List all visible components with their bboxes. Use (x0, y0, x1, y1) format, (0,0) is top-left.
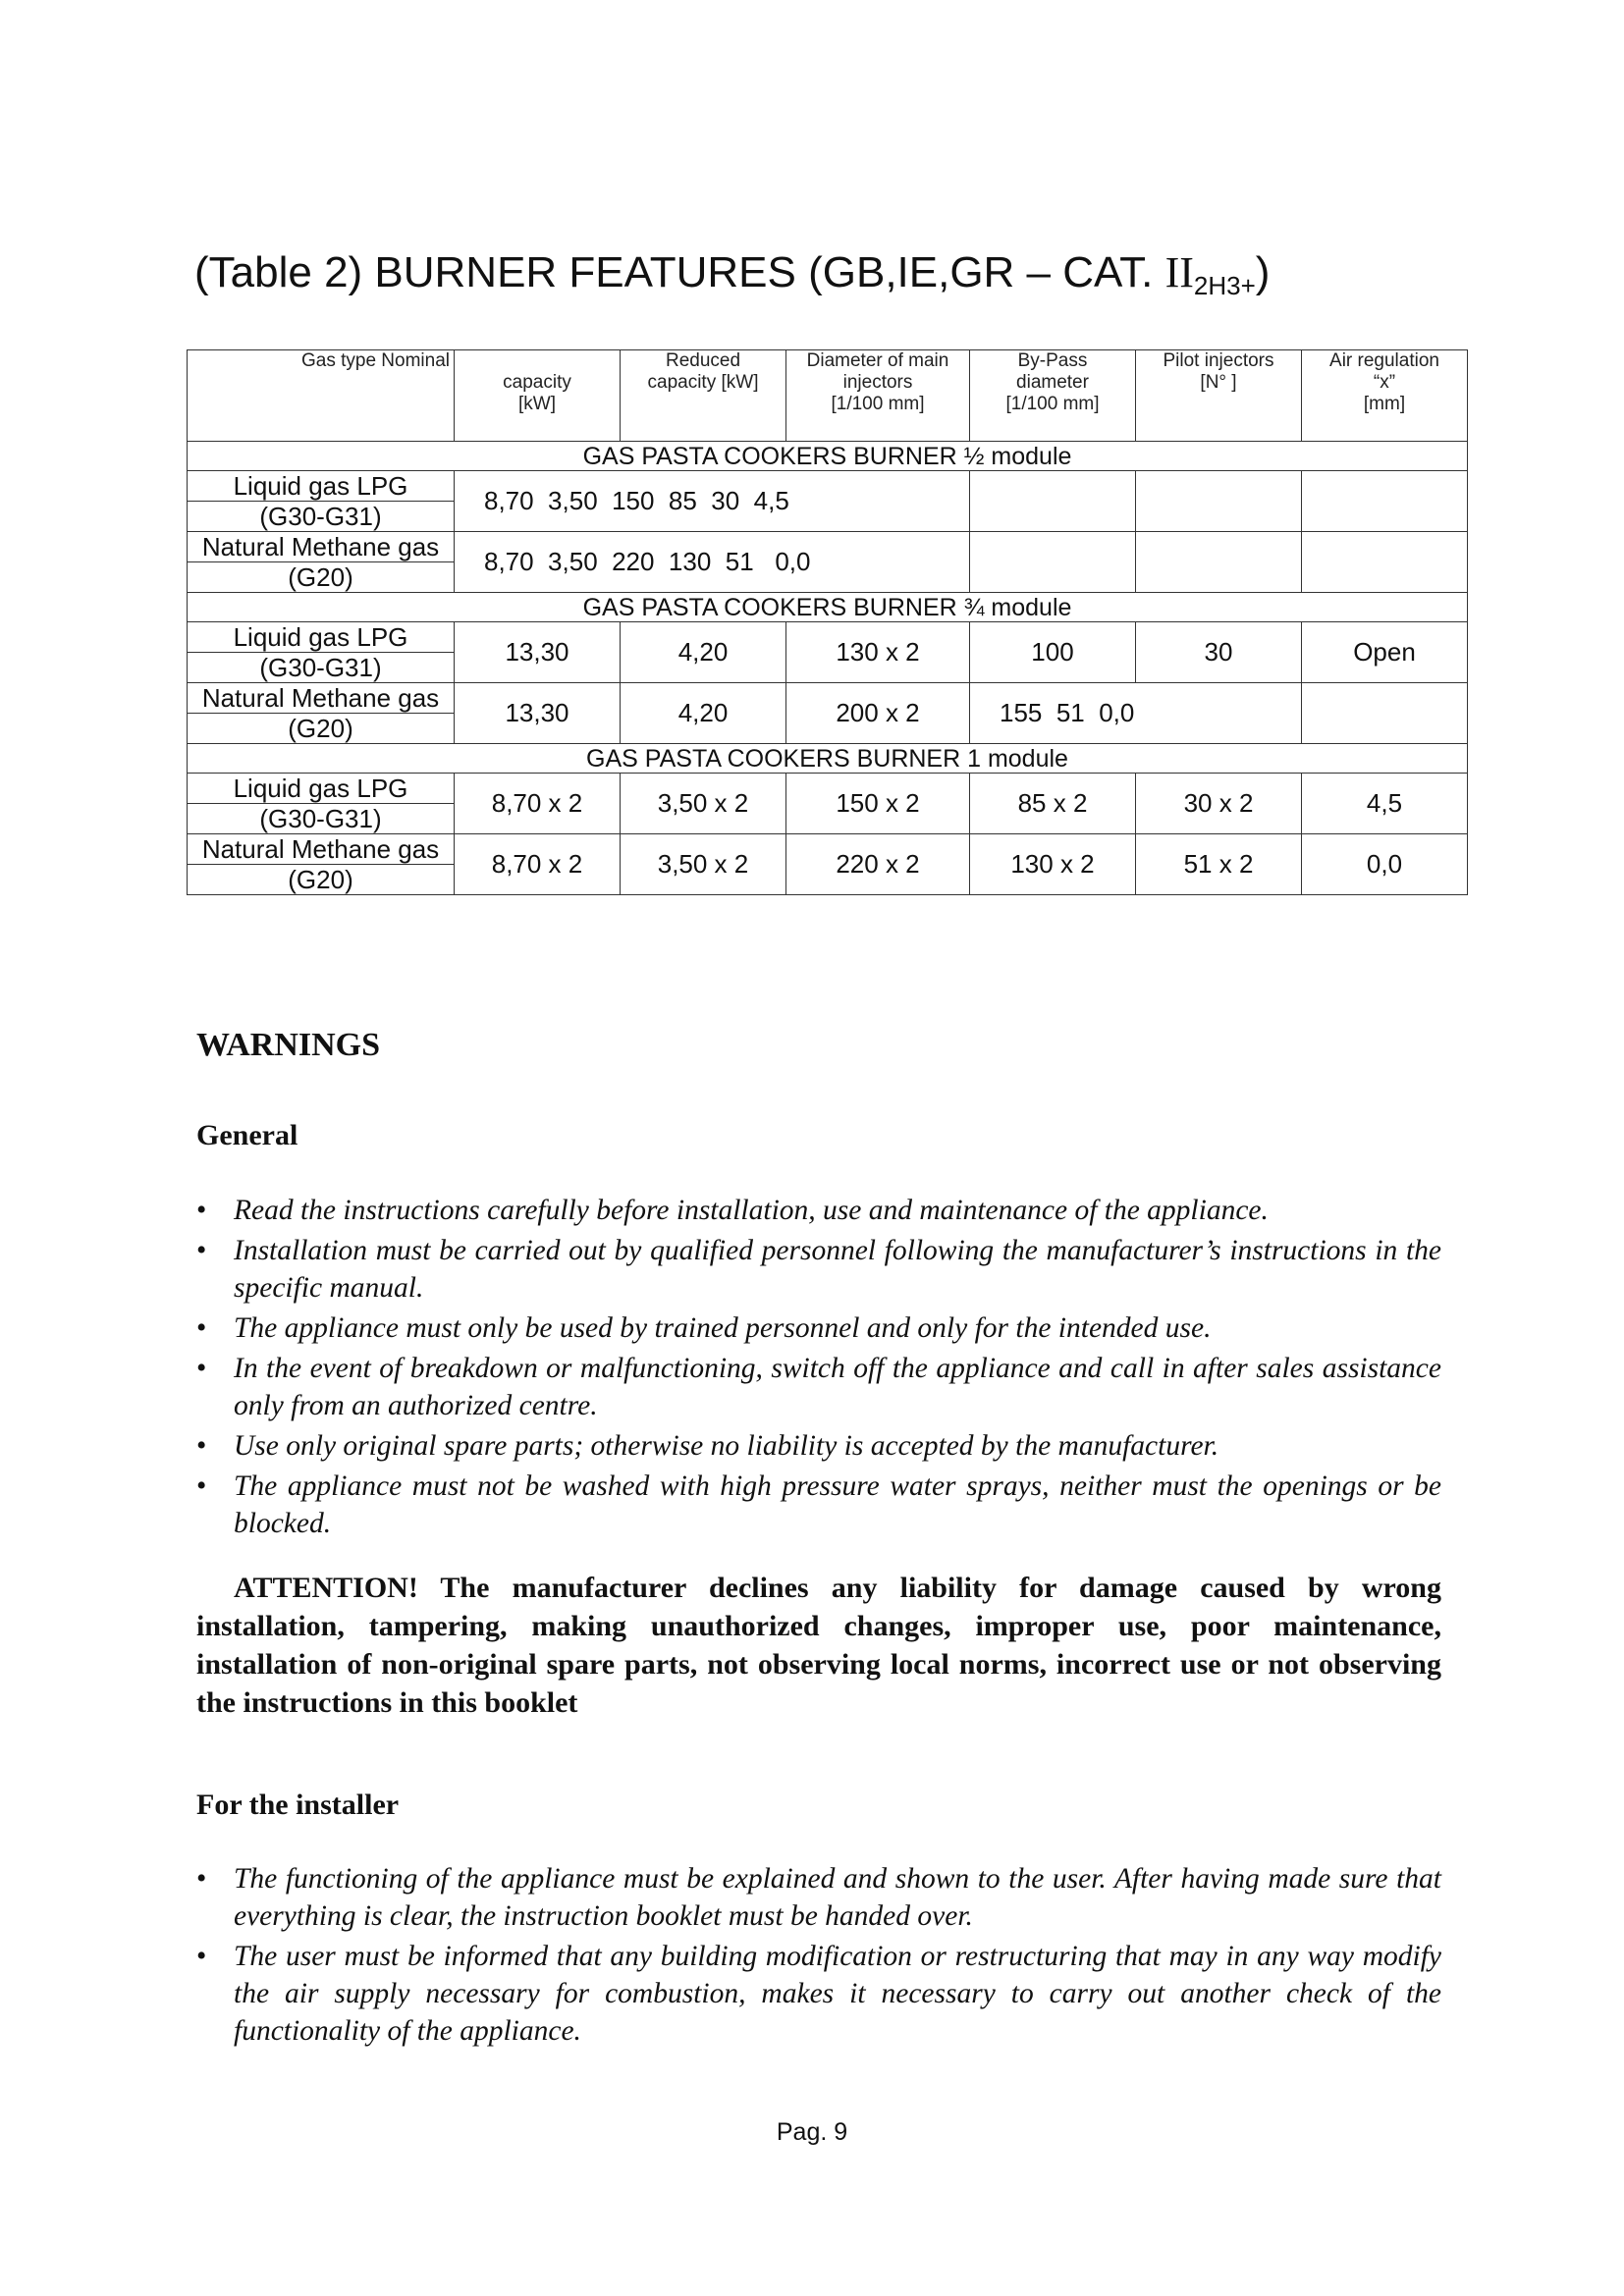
warnings-heading: WARNINGS (196, 1027, 381, 1063)
list-item-text: In the event of breakdown or malfunctioning, switch off the appliance and call in after sales assistance only from an authorized centre. (234, 1353, 1441, 1421)
gas-type-lpg (188, 774, 455, 834)
list-item (196, 1309, 1441, 1347)
page-number: Pag. 9 (776, 2118, 848, 2146)
cell-reduced: 4,20 (621, 683, 786, 744)
gas-type-lpg (188, 622, 455, 683)
cell-main-injectors: 200 x 2 (786, 683, 970, 744)
cell-air: Open (1302, 622, 1468, 683)
title-main: (Table 2) BURNER FEATURES (GB,IE,GR – CAT. (194, 248, 1165, 296)
gas-code: (G30-G31) (259, 501, 382, 531)
cell-air: 4,5 (1302, 774, 1468, 834)
title-close: ) (1255, 248, 1271, 296)
attention-notice: ATTENTION! The manufacturer declines any liability for damage caused by wrong installation, tampering, making unauthorized changes, improper use, poor maintenance, installation of non-original spare parts, not observing local norms, incorrect use or not observing the instructions in this booklet (196, 1572, 1441, 1719)
installer-warnings-list (196, 1860, 1441, 2053)
bullet-icon: • (196, 1430, 207, 1462)
cell-capacity: 13,30 (455, 683, 621, 744)
gas-code: (G20) (288, 561, 353, 592)
bullet-icon: • (196, 1235, 207, 1266)
general-warnings-list (196, 1192, 1441, 1545)
table-row (188, 471, 1468, 532)
list-item (196, 1860, 1441, 1935)
list-item-text: Use only original spare parts; otherwise no liability is accepted by the manufacturer. (234, 1430, 1219, 1462)
section-three-quarter-module: GAS PASTA COOKERS BURNER ¾ module (188, 593, 1468, 622)
page-title (194, 247, 1270, 301)
empty-cell (1136, 471, 1302, 532)
cell-reduced: 3,50 x 2 (621, 774, 786, 834)
list-item-text: The appliance must not be washed with high pressure water sprays, neither must the openings or be blocked. (234, 1470, 1441, 1539)
header-capacity: capacity [kW] (455, 350, 621, 442)
installer-heading: For the installer (196, 1789, 400, 1821)
gas-code: (G30-G31) (259, 652, 382, 682)
gas-name: Liquid gas LPG (188, 472, 454, 502)
empty-cell (1302, 532, 1468, 593)
empty-cell (970, 532, 1136, 593)
list-item (196, 1192, 1441, 1229)
header-main-injectors: Diameter of main injectors [1/100 mm] (786, 350, 970, 442)
cell-reduced: 4,20 (621, 622, 786, 683)
title-roman: II (1164, 248, 1194, 296)
table-row (188, 622, 1468, 683)
table-row (188, 683, 1468, 744)
cell-bypass: 130 x 2 (970, 834, 1136, 895)
cell-pilot: 51 x 2 (1136, 834, 1302, 895)
list-item-text: Installation must be carried out by qualified personnel following the manufacturer’s instructions in the specific manual. (234, 1235, 1441, 1304)
section-row (188, 442, 1468, 471)
gas-name: Liquid gas LPG (188, 774, 454, 804)
list-item (196, 1468, 1441, 1542)
cell-main-injectors: 220 x 2 (786, 834, 970, 895)
section-half-module: GAS PASTA COOKERS BURNER ½ module (188, 442, 1468, 471)
list-item (196, 1232, 1441, 1307)
table-header-row (188, 350, 1468, 442)
bullet-icon: • (196, 1863, 207, 1895)
header-pilot-injectors: Pilot injectors [N° ] (1136, 350, 1302, 442)
list-item-text: The functioning of the appliance must be explained and shown to the user. After having made sure that everything is clear, the instruction booklet must be handed over. (234, 1863, 1441, 1932)
bullet-icon: • (196, 1353, 207, 1384)
empty-cell (1302, 683, 1468, 744)
half-module-ng-values: 8,70 3,50 220 130 51 0,0 (455, 532, 970, 593)
section-row (188, 593, 1468, 622)
empty-cell (1302, 471, 1468, 532)
cell-bypass: 85 x 2 (970, 774, 1136, 834)
gas-name: Natural Methane gas (188, 533, 454, 562)
gas-type-natural (188, 532, 455, 593)
list-item-text: The appliance must only be used by trained personnel and only for the intended use. (234, 1312, 1212, 1344)
gas-code: (G30-G31) (259, 803, 382, 833)
cell-pilot: 30 (1136, 622, 1302, 683)
table-row (188, 774, 1468, 834)
cell-bypass: 100 (970, 622, 1136, 683)
table-row (188, 834, 1468, 895)
section-one-module: GAS PASTA COOKERS BURNER 1 module (188, 744, 1468, 774)
cell-reduced: 3,50 x 2 (621, 834, 786, 895)
bullet-icon: • (196, 1195, 207, 1226)
cell-pilot: 30 x 2 (1136, 774, 1302, 834)
list-item (196, 1350, 1441, 1424)
header-gas-type: Gas type Nominal (188, 350, 455, 442)
list-item-text: The user must be informed that any building modification or restructuring that may in any way modify the air supply necessary for combustion, makes it necessary to carry out another check of the functionality of the appliance. (234, 1941, 1441, 2047)
bullet-icon: • (196, 1470, 207, 1502)
header-air-regulation: Air regulation “x” [mm] (1302, 350, 1468, 442)
gas-type-lpg (188, 471, 455, 532)
gas-type-natural (188, 683, 455, 744)
cell-main-injectors: 130 x 2 (786, 622, 970, 683)
empty-cell (970, 471, 1136, 532)
cell-capacity: 13,30 (455, 622, 621, 683)
cell-main-injectors: 150 x 2 (786, 774, 970, 834)
bullet-icon: • (196, 1312, 207, 1344)
cell-capacity: 8,70 x 2 (455, 774, 621, 834)
header-reduced-capacity: Reduced capacity [kW] (621, 350, 786, 442)
table-row (188, 532, 1468, 593)
empty-cell (1136, 532, 1302, 593)
list-item (196, 1427, 1441, 1465)
section-row (188, 744, 1468, 774)
three-quarter-ng-merged-values: 155 51 0,0 (970, 683, 1302, 744)
header-bypass: By-Pass diameter [1/100 mm] (970, 350, 1136, 442)
burner-features-table (187, 349, 1468, 895)
gas-name: Natural Methane gas (188, 684, 454, 714)
bullet-icon: • (196, 1941, 207, 1972)
half-module-lpg-values: 8,70 3,50 150 85 30 4,5 (455, 471, 970, 532)
gas-name: Liquid gas LPG (188, 623, 454, 653)
gas-type-natural (188, 834, 455, 895)
gas-code: (G20) (288, 713, 353, 743)
gas-name: Natural Methane gas (188, 835, 454, 865)
list-item-text: Read the instructions carefully before installation, use and maintenance of the appliance. (234, 1195, 1269, 1226)
cell-capacity: 8,70 x 2 (455, 834, 621, 895)
gas-code: (G20) (288, 864, 353, 894)
list-item (196, 1938, 1441, 2050)
general-heading: General (196, 1119, 298, 1151)
cell-air: 0,0 (1302, 834, 1468, 895)
title-subscript: 2H3+ (1193, 271, 1256, 300)
